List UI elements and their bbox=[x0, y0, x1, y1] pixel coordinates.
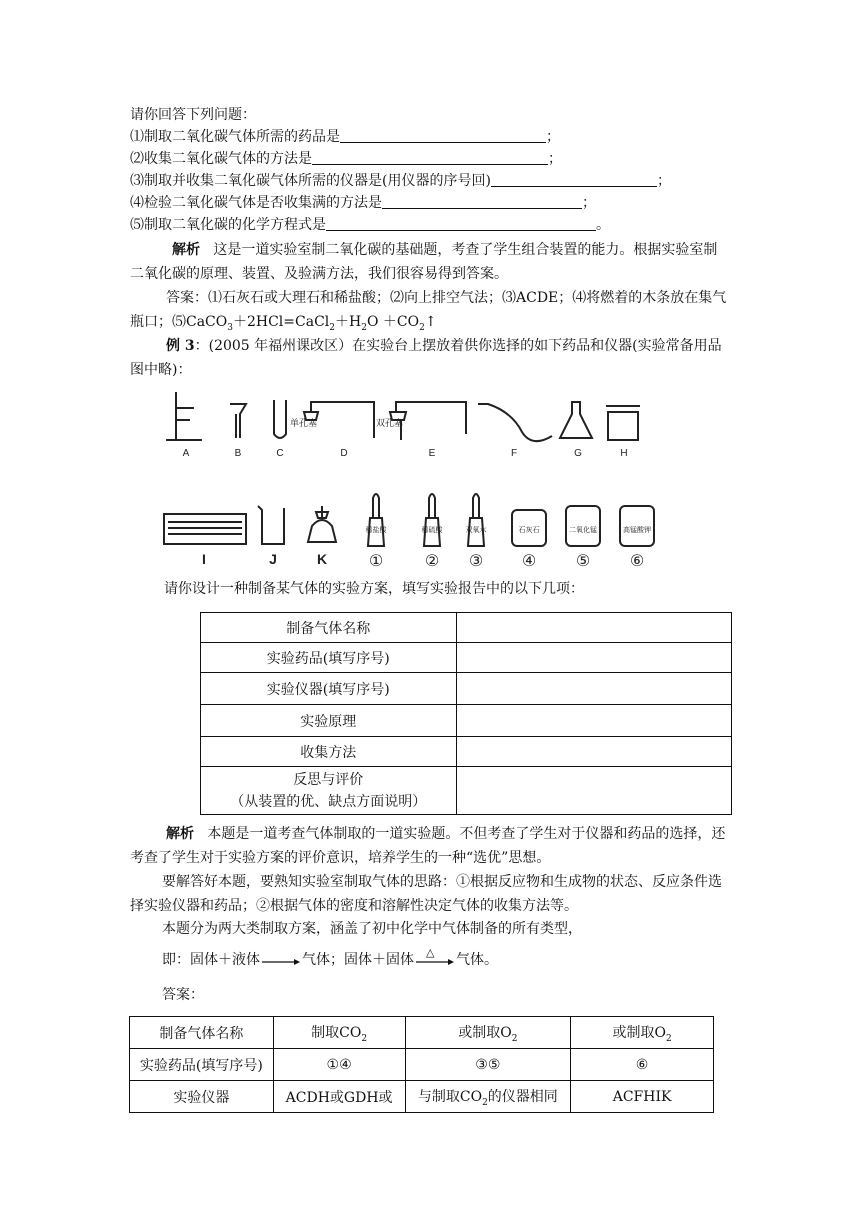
svg-text:石灰石: 石灰石 bbox=[518, 526, 540, 534]
table-row: 反思与评价 （从装置的优、缺点方面说明） bbox=[201, 767, 732, 815]
table-row: 制备气体名称 bbox=[201, 613, 732, 643]
test-tube-icon bbox=[274, 400, 286, 438]
svg-text:二氧化锰: 二氧化锰 bbox=[569, 526, 597, 534]
question-5: ⑸制取二氧化碳的化学方程式是 。 bbox=[130, 217, 610, 233]
water-trough-icon bbox=[164, 514, 246, 544]
svg-text:C: C bbox=[276, 448, 284, 459]
heat-arrow-icon: △ bbox=[414, 953, 456, 967]
empty-cell[interactable] bbox=[456, 613, 731, 643]
gas-bottle-icon bbox=[606, 406, 640, 440]
table-row: 制备气体名称 制取$CO_2$ 或制取$O_2$ 或制取$O_2$ bbox=[130, 1017, 714, 1049]
svg-text:②: ② bbox=[424, 551, 440, 570]
answer-blank bbox=[382, 194, 582, 209]
svg-text:K: K bbox=[316, 551, 328, 567]
answer-blank bbox=[491, 172, 657, 187]
design-prompt: 请你设计一种制备某气体的实验方案，填写实验报告中的以下几项： bbox=[164, 581, 584, 597]
funnel-icon bbox=[230, 404, 246, 438]
scheme-line: 即：固体＋液体 气体；固体＋固体 △ 气体。 bbox=[162, 946, 498, 968]
svg-text:③: ③ bbox=[468, 551, 484, 570]
stopper-double-label: 双孔塞 bbox=[376, 419, 404, 429]
stopper-single-label: 单孔塞 bbox=[290, 419, 318, 429]
svg-text:J: J bbox=[269, 551, 277, 567]
arrow-icon bbox=[260, 953, 302, 967]
empty-cell[interactable] bbox=[456, 705, 731, 737]
apparatus-illustration bbox=[160, 386, 660, 572]
svg-text:E: E bbox=[428, 448, 436, 459]
svg-text:D: D bbox=[340, 448, 348, 459]
conical-flask-icon bbox=[560, 402, 592, 438]
empty-cell[interactable] bbox=[456, 737, 731, 767]
dropper-bottle-icon bbox=[468, 494, 484, 546]
table-row: 收集方法 bbox=[201, 737, 732, 767]
dropper-bottle-icon bbox=[368, 494, 384, 546]
svg-text:⑥: ⑥ bbox=[629, 551, 645, 570]
table-row: 实验原理 bbox=[201, 705, 732, 737]
table-row: 实验药品(填写序号) bbox=[201, 643, 732, 673]
empty-cell[interactable] bbox=[456, 643, 731, 673]
paragraph-scope: 本题分为两大类制取方案，涵盖了初中化学中气体制备的所有类型， bbox=[162, 921, 582, 937]
empty-cell[interactable] bbox=[456, 767, 731, 815]
answer-blank bbox=[312, 150, 548, 165]
svg-text:稀盐酸: 稀盐酸 bbox=[365, 526, 387, 534]
empty-cell[interactable] bbox=[456, 673, 731, 705]
iron-stand-icon bbox=[166, 392, 202, 440]
beaker-icon bbox=[258, 506, 284, 544]
svg-text:H: H bbox=[620, 448, 628, 459]
svg-text:I: I bbox=[202, 551, 206, 567]
report-table bbox=[200, 612, 732, 815]
dropper-bottle-icon bbox=[424, 494, 440, 546]
question-4: ⑷检验二氧化碳气体是否收集满的方法是 ； bbox=[130, 195, 596, 211]
analysis-1: 解析 这是一道实验室制二氧化碳的基础题，考查了学生组合装置的能力。根据实验室制二氧化碳的原理、装置、及验满方法，我们很容易得到答案。 bbox=[130, 242, 718, 282]
svg-text:A: A bbox=[182, 448, 190, 459]
table-row: 实验仪器(填写序号) bbox=[201, 673, 732, 705]
svg-text:稀硫酸: 稀硫酸 bbox=[421, 526, 443, 534]
answer-1: 答案：⑴石灰石或大理石和稀盐酸；⑵向上排空气法；⑶ACDE；⑷将燃着的木条放在集气瓶口；$⑸CaCO_3+2HCl=CaCl_2+H_2O$ $+CO_2↑$ bbox=[130, 290, 727, 333]
svg-text:高锰酸钾: 高锰酸钾 bbox=[623, 526, 651, 534]
rubber-tube-icon bbox=[478, 404, 552, 441]
question-1: ⑴制取二氧化碳气体所需的药品是 ； bbox=[130, 129, 560, 145]
svg-text:G: G bbox=[574, 448, 582, 459]
example-3: 例 3：(2005 年福州课改区）在实验台上摆放着供你选择的如下药品和仪器(实验常备用品图中略)： bbox=[130, 338, 722, 378]
intro-text: 请你回答下列问题： bbox=[130, 107, 256, 123]
svg-text:④: ④ bbox=[521, 551, 537, 570]
analysis-2: 解析 本题是一道考查气体制取的一道实验题。不但考查了学生对于仪器和药品的选择，还考查了学生对于实验方案的评价意识，培养学生的一种“选优”思想。 bbox=[130, 826, 726, 866]
answer-blank bbox=[340, 128, 546, 143]
svg-text:①: ① bbox=[368, 551, 384, 570]
svg-text:双氧水: 双氧水 bbox=[465, 526, 487, 534]
apparatus-figure bbox=[160, 386, 660, 572]
question-2: ⑵收集二氧化碳气体的方法是 ； bbox=[130, 151, 562, 167]
svg-text:B: B bbox=[234, 448, 242, 459]
table-row: 实验仪器 ACDH或GDH或 与制取$CO_2$的仪器相同 ACFHIK bbox=[130, 1081, 714, 1113]
answer-table bbox=[129, 1016, 714, 1113]
svg-text:⑤: ⑤ bbox=[575, 551, 591, 570]
answer-blank bbox=[326, 216, 596, 231]
paragraph-approach: 要解答好本题，要熟知实验室制取气体的思路：①根据反应物和生成物的状态、反应条件选择实验仪器和药品；②根据气体的密度和溶解性决定气体的收集方法等。 bbox=[130, 874, 722, 914]
svg-text:F: F bbox=[510, 448, 518, 459]
question-3: ⑶制取并收集二氧化碳气体所需的仪器是(用仪器的序号回) ； bbox=[130, 173, 671, 189]
alcohol-lamp-icon bbox=[308, 506, 336, 542]
answer-2-label: 答案： bbox=[162, 987, 204, 1003]
table-row: 实验药品(填写序号) ①④ ③⑤ ⑥ bbox=[130, 1049, 714, 1081]
